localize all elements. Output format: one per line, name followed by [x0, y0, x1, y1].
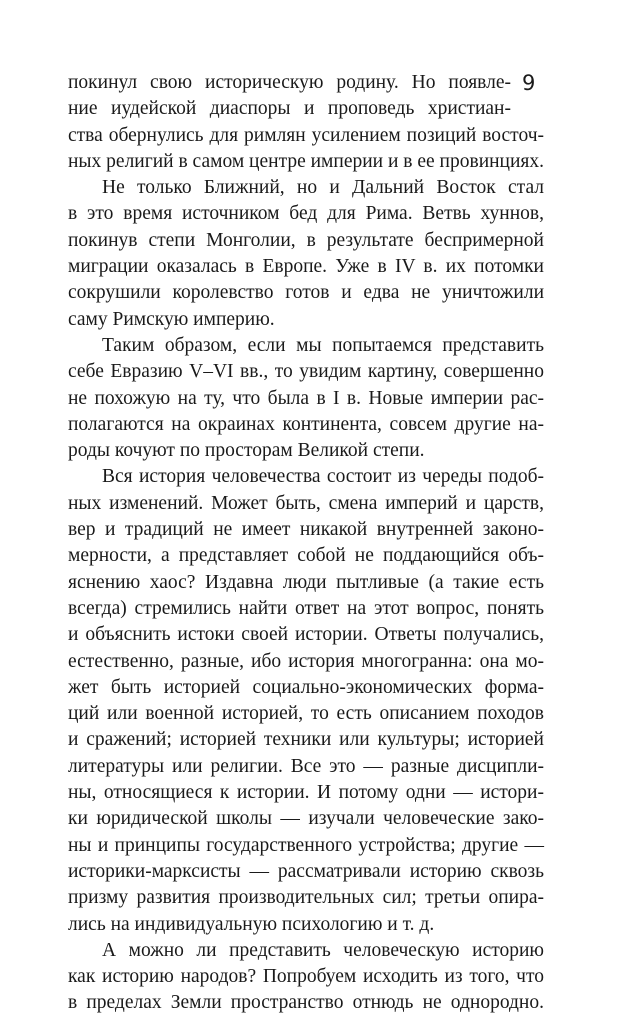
text-line: в пределах Земли пространство отнюдь не однородно.	[68, 992, 544, 1014]
text-line: не похожую на ту, что была в I в. Новые империи рас-	[68, 387, 544, 409]
text-line: призму развития производительных сил; третьи опира-	[68, 887, 544, 909]
body-text	[68, 70, 544, 1017]
text-line: Вся история человечества состоит из череды подоб-	[102, 466, 544, 488]
text-line: жет быть историей социально-экономических форма-	[68, 676, 544, 698]
text-line: яснению хаос? Издавна люди пытливые (а такие есть	[68, 571, 544, 593]
text-line: Не только Ближний, но и Дальний Восток стал	[102, 177, 544, 199]
text-line: ние иудейской диаспоры и проповедь христиан-	[68, 98, 511, 120]
text-line: лись на индивидуальную психологию и т. д.	[68, 913, 435, 935]
text-line: естественно, разные, ибо история многогранна: она мо-	[68, 650, 544, 672]
text-line: и объяснить истоки своей истории. Ответы получались,	[68, 624, 544, 646]
text-line: ны, относящиеся к истории. И потому одни — истори-	[68, 782, 544, 804]
text-line: мерности, а представляет собой не поддающийся объ-	[68, 545, 544, 567]
text-line: Таким образом, если мы попытаемся представить	[102, 334, 544, 356]
text-line: ки юридической школы — изучали человеческие зако-	[68, 808, 544, 830]
text-line: покинул свою историческую родину. Но появле-	[68, 72, 511, 93]
text-line: ных религий в самом центре империи и в ее провинциях.	[68, 150, 545, 172]
text-line: полагаются на окраинах континента, совсем другие на-	[68, 413, 544, 435]
text-line: А можно ли представить человеческую историю	[102, 939, 544, 961]
text-line: сокрушили королевство готов и едва не уничтожили	[68, 282, 544, 304]
text-line: как историю народов? Попробуем исходить из того, что	[68, 966, 544, 988]
text-line: историки-марксисты — рассматривали историю сквозь	[68, 860, 544, 882]
text-line: ства обернулись для римлян усилением позиций восточ-	[68, 124, 544, 146]
text-line: литературы или религии. Все это — разные дисципли-	[68, 755, 544, 777]
text-line: себе Евразию V–VI вв., то увидим картину, совершенно	[68, 361, 544, 383]
page-number: 9	[522, 71, 536, 95]
text-line: миграции оказалась в Европе. Уже в IV в. их потомки	[68, 256, 544, 278]
text-line: роды кочуют по просторам Великой степи.	[68, 440, 425, 462]
text-line: всегда) стремились найти ответ на этот вопрос, понять	[68, 597, 544, 619]
text-line: ций или военной историей, то есть описанием походов	[68, 703, 544, 725]
text-line: и сражений; историей техники или культуры; историей	[68, 729, 544, 751]
text-line: покинув степи Монголии, в результате беспримерной	[68, 229, 544, 251]
text-line: ны и принципы государственного устройства; другие —	[68, 834, 544, 856]
text-line: саму Римскую империю.	[68, 308, 275, 330]
text-line: в это время источником бед для Рима. Ветвь хуннов,	[68, 203, 544, 225]
text-line: вер и традиций не имеет никакой внутренней законо-	[68, 519, 544, 541]
text-line: ных изменений. Может быть, смена империй и царств,	[68, 492, 544, 514]
